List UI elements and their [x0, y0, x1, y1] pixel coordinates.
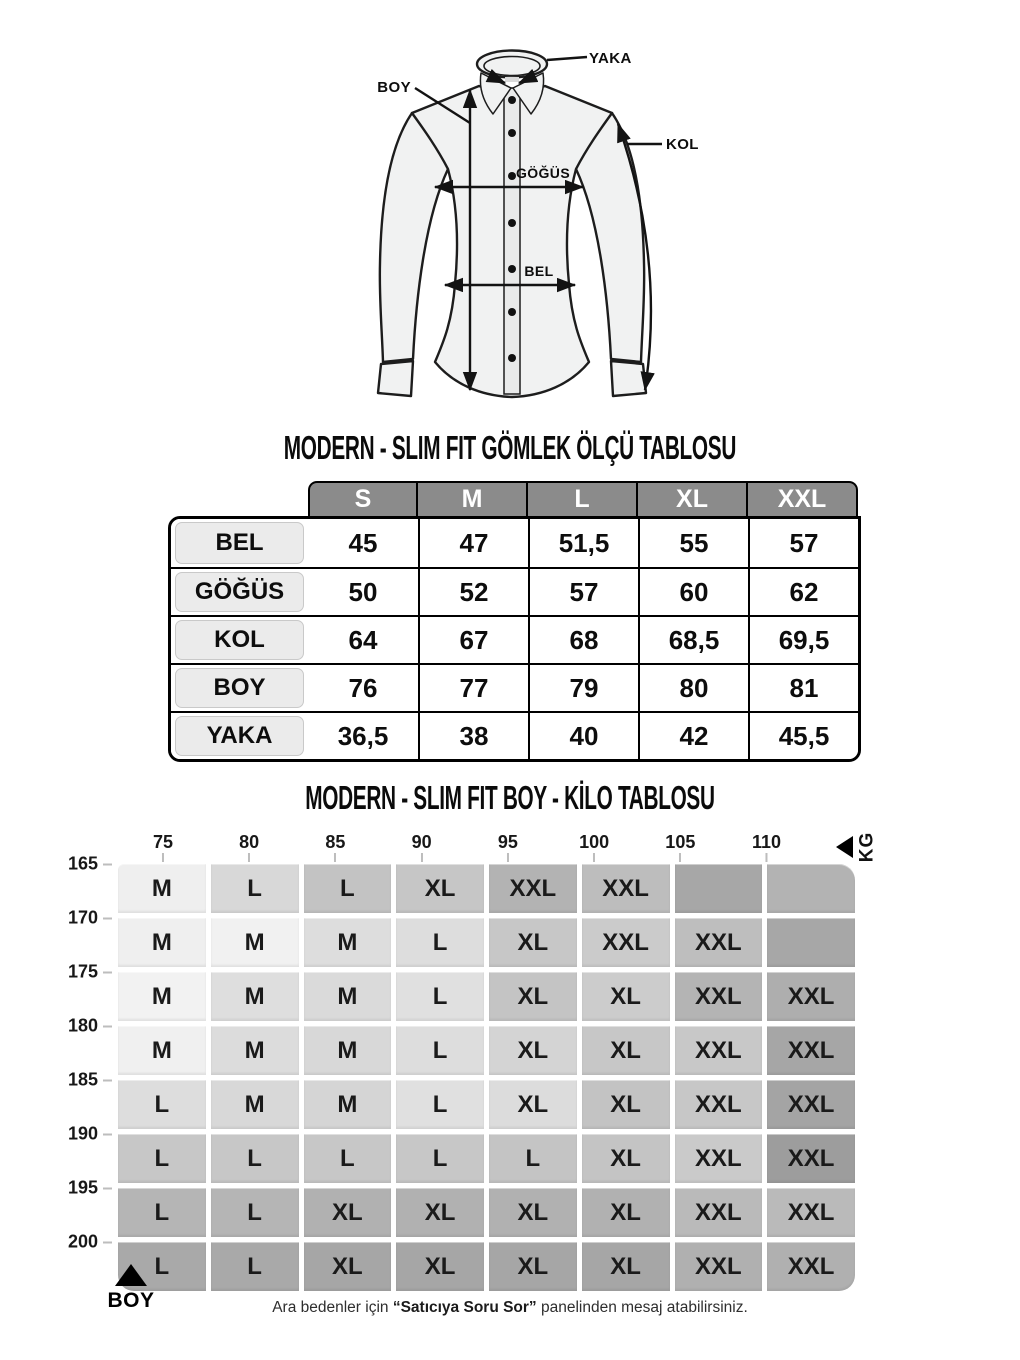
- heat-cell: L: [211, 1242, 299, 1291]
- heat-cell: XL: [582, 1026, 670, 1075]
- size-value-cell: 55: [638, 519, 748, 567]
- heat-cell: [767, 864, 855, 913]
- size-value-cell: 79: [528, 663, 638, 711]
- button-dot: [508, 219, 516, 227]
- size-value-cell: 68: [528, 615, 638, 663]
- heat-cell: XXL: [767, 1026, 855, 1075]
- heat-cell: L: [211, 864, 299, 913]
- size-value-cell: 69,5: [748, 615, 858, 663]
- heat-cell: M: [211, 1026, 299, 1075]
- heat-cell: M: [304, 1026, 392, 1075]
- axis-tick: [103, 971, 112, 973]
- button-dot: [508, 354, 516, 362]
- kg-axis-label: 95: [498, 833, 518, 862]
- footer-bold-segment: “Satıcıya Soru Sor”: [392, 1299, 537, 1316]
- heat-cell: M: [211, 972, 299, 1021]
- size-value-cell: 57: [748, 519, 858, 567]
- axis-tick: [103, 863, 112, 865]
- heat-cell: XL: [489, 1188, 577, 1237]
- size-value-cell: 42: [638, 711, 748, 759]
- axis-tick: [103, 1133, 112, 1135]
- heat-cell: XL: [304, 1242, 392, 1291]
- kg-axis-label: 75: [153, 833, 173, 862]
- heat-cell: M: [118, 918, 206, 967]
- size-measurement-table: [168, 481, 861, 762]
- heat-cell: XXL: [675, 1188, 763, 1237]
- heat-cell: M: [211, 1080, 299, 1129]
- height-axis-label: 165: [68, 854, 112, 875]
- shirt-right-cuff: [611, 361, 646, 396]
- heat-cell: XL: [489, 1026, 577, 1075]
- heat-cell: XXL: [767, 1134, 855, 1183]
- size-value-cell: 45: [308, 519, 418, 567]
- heat-cell: XL: [304, 1188, 392, 1237]
- heat-cell: M: [118, 864, 206, 913]
- heat-cell: XXL: [767, 1242, 855, 1291]
- heat-cell: L: [304, 864, 392, 913]
- height-axis: [56, 853, 114, 1304]
- weight-table-title: MODERN - SLIM FIT BOY - KİLO TABLOSU: [305, 779, 715, 816]
- axis-tick: [103, 1187, 112, 1189]
- heat-cell: L: [396, 972, 484, 1021]
- size-value-cell: 80: [638, 663, 748, 711]
- heat-cell: M: [211, 918, 299, 967]
- size-value-cell: 38: [418, 711, 528, 759]
- heat-cell: XXL: [675, 972, 763, 1021]
- collar-band-outer: [477, 51, 547, 78]
- height-axis-label: 190: [68, 1124, 112, 1145]
- height-axis-label: 195: [68, 1178, 112, 1199]
- heat-cell: XXL: [767, 1188, 855, 1237]
- size-column-header: XXL: [748, 481, 858, 516]
- kg-axis-label: 105: [665, 833, 695, 862]
- size-value-cell: 50: [308, 567, 418, 615]
- weight-table-title-wrap: [0, 781, 1020, 815]
- heat-cell: XL: [489, 918, 577, 967]
- kg-axis-label: 110: [752, 833, 781, 862]
- kg-axis-unit: KG: [856, 831, 878, 863]
- button-dot: [508, 129, 516, 137]
- heat-cell: XL: [396, 864, 484, 913]
- size-value-cell: 62: [748, 567, 858, 615]
- footer-note: Ara bedenler için “Satıcıya Soru Sor” panelinden mesaj atabilirsiniz.: [272, 1299, 748, 1316]
- row-label-cell: GÖĞÜS: [171, 567, 308, 615]
- kg-axis-label: 85: [325, 833, 345, 862]
- size-value-cell: 45,5: [748, 711, 858, 759]
- heat-cell: XL: [582, 1080, 670, 1129]
- heat-cell: XXL: [675, 1026, 763, 1075]
- shirt-left-cuff: [378, 361, 413, 396]
- heat-cell: L: [211, 1188, 299, 1237]
- size-value-cell: 60: [638, 567, 748, 615]
- kg-axis-label: 90: [412, 833, 432, 862]
- row-label-cell: YAKA: [171, 711, 308, 759]
- heat-cell: XXL: [675, 1134, 763, 1183]
- heat-cell: XL: [489, 1080, 577, 1129]
- size-value-cell: 81: [748, 663, 858, 711]
- shirt-diagram-svg: [285, 28, 745, 433]
- heat-cell: XXL: [675, 1080, 763, 1129]
- size-value-cell: 68,5: [638, 615, 748, 663]
- size-value-cell: 52: [418, 567, 528, 615]
- heat-cell: M: [304, 972, 392, 1021]
- heat-cell: [675, 864, 763, 913]
- size-column-header: M: [418, 481, 528, 516]
- height-axis-label: 200: [68, 1232, 112, 1253]
- kg-arrow-icon: [836, 836, 853, 858]
- axis-tick: [103, 1025, 112, 1027]
- heat-cell: L: [211, 1134, 299, 1183]
- heat-cell: XXL: [582, 864, 670, 913]
- size-table-header-row: [308, 481, 861, 516]
- heat-cell: XL: [582, 972, 670, 1021]
- yaka-leader-line: [547, 57, 587, 60]
- kg-axis-label: 80: [239, 833, 259, 862]
- size-column-header: XL: [638, 481, 748, 516]
- heat-cell: L: [304, 1134, 392, 1183]
- heat-cell: L: [118, 1188, 206, 1237]
- heat-cell: XXL: [767, 972, 855, 1021]
- diagram-label-gogus: GÖĞÜS: [515, 165, 571, 181]
- heat-cell: XL: [582, 1188, 670, 1237]
- heat-cell: L: [489, 1134, 577, 1183]
- kg-axis-label: 100: [579, 833, 609, 862]
- heat-cell: XL: [396, 1242, 484, 1291]
- heat-cell: XL: [582, 1134, 670, 1183]
- row-label-cell: BOY: [171, 663, 308, 711]
- heat-cell: M: [118, 1026, 206, 1075]
- button-dot: [508, 308, 516, 316]
- axis-tick: [103, 1079, 112, 1081]
- weight-height-grid: [118, 864, 855, 1291]
- height-axis-label: 170: [68, 908, 112, 929]
- heat-cell: [767, 918, 855, 967]
- heat-cell: XXL: [582, 918, 670, 967]
- button-dot: [508, 265, 516, 273]
- size-value-cell: 76: [308, 663, 418, 711]
- size-value-cell: 47: [418, 519, 528, 567]
- height-axis-label: 180: [68, 1016, 112, 1037]
- heat-cell: XXL: [489, 864, 577, 913]
- diagram-label-bel: BEL: [524, 263, 554, 279]
- size-table-body: [168, 516, 861, 762]
- diagram-label-boy: BOY: [377, 79, 411, 96]
- heat-cell: XL: [396, 1188, 484, 1237]
- heat-cell: XXL: [767, 1080, 855, 1129]
- height-axis-label: 175: [68, 962, 112, 983]
- button-dot: [508, 172, 516, 180]
- size-table-title-wrap: [0, 431, 1020, 465]
- size-value-cell: 64: [308, 615, 418, 663]
- heat-cell: M: [304, 1080, 392, 1129]
- heat-cell: XXL: [675, 1242, 763, 1291]
- heat-cell: XL: [582, 1242, 670, 1291]
- size-column-header: L: [528, 481, 638, 516]
- collar-brand-tag: [505, 77, 519, 82]
- size-value-cell: 67: [418, 615, 528, 663]
- boy-axis-label: BOY: [107, 1289, 155, 1312]
- size-value-cell: 51,5: [528, 519, 638, 567]
- heat-cell: L: [396, 918, 484, 967]
- heat-cell: L: [118, 1080, 206, 1129]
- heat-cell: L: [118, 1242, 206, 1291]
- axis-tick: [103, 1241, 112, 1243]
- height-axis-label: 185: [68, 1070, 112, 1091]
- shirt-measurement-diagram: [285, 28, 745, 433]
- heat-cell: L: [396, 1134, 484, 1183]
- row-label-cell: BEL: [171, 519, 308, 567]
- axis-tick: [103, 917, 112, 919]
- diagram-label-kol: KOL: [666, 136, 699, 153]
- heat-cell: L: [396, 1080, 484, 1129]
- button-dot: [508, 96, 516, 104]
- kg-axis: [118, 828, 855, 862]
- row-label-cell: KOL: [171, 615, 308, 663]
- size-value-cell: 36,5: [308, 711, 418, 759]
- size-value-cell: 40: [528, 711, 638, 759]
- size-value-cell: 57: [528, 567, 638, 615]
- heat-cell: XL: [489, 972, 577, 1021]
- diagram-label-yaka: YAKA: [589, 50, 632, 67]
- size-table-title: MODERN - SLIM FIT GÖMLEK ÖLÇÜ TABLOSU: [283, 429, 737, 466]
- size-column-header: S: [308, 481, 418, 516]
- boy-arrow-icon: [115, 1264, 147, 1286]
- heat-cell: M: [118, 972, 206, 1021]
- heat-cell: XL: [489, 1242, 577, 1291]
- heat-cell: L: [118, 1134, 206, 1183]
- heat-cell: L: [396, 1026, 484, 1075]
- heat-cell: XXL: [675, 918, 763, 967]
- kg-axis-marker: [836, 829, 883, 865]
- heat-cell: M: [304, 918, 392, 967]
- size-value-cell: 77: [418, 663, 528, 711]
